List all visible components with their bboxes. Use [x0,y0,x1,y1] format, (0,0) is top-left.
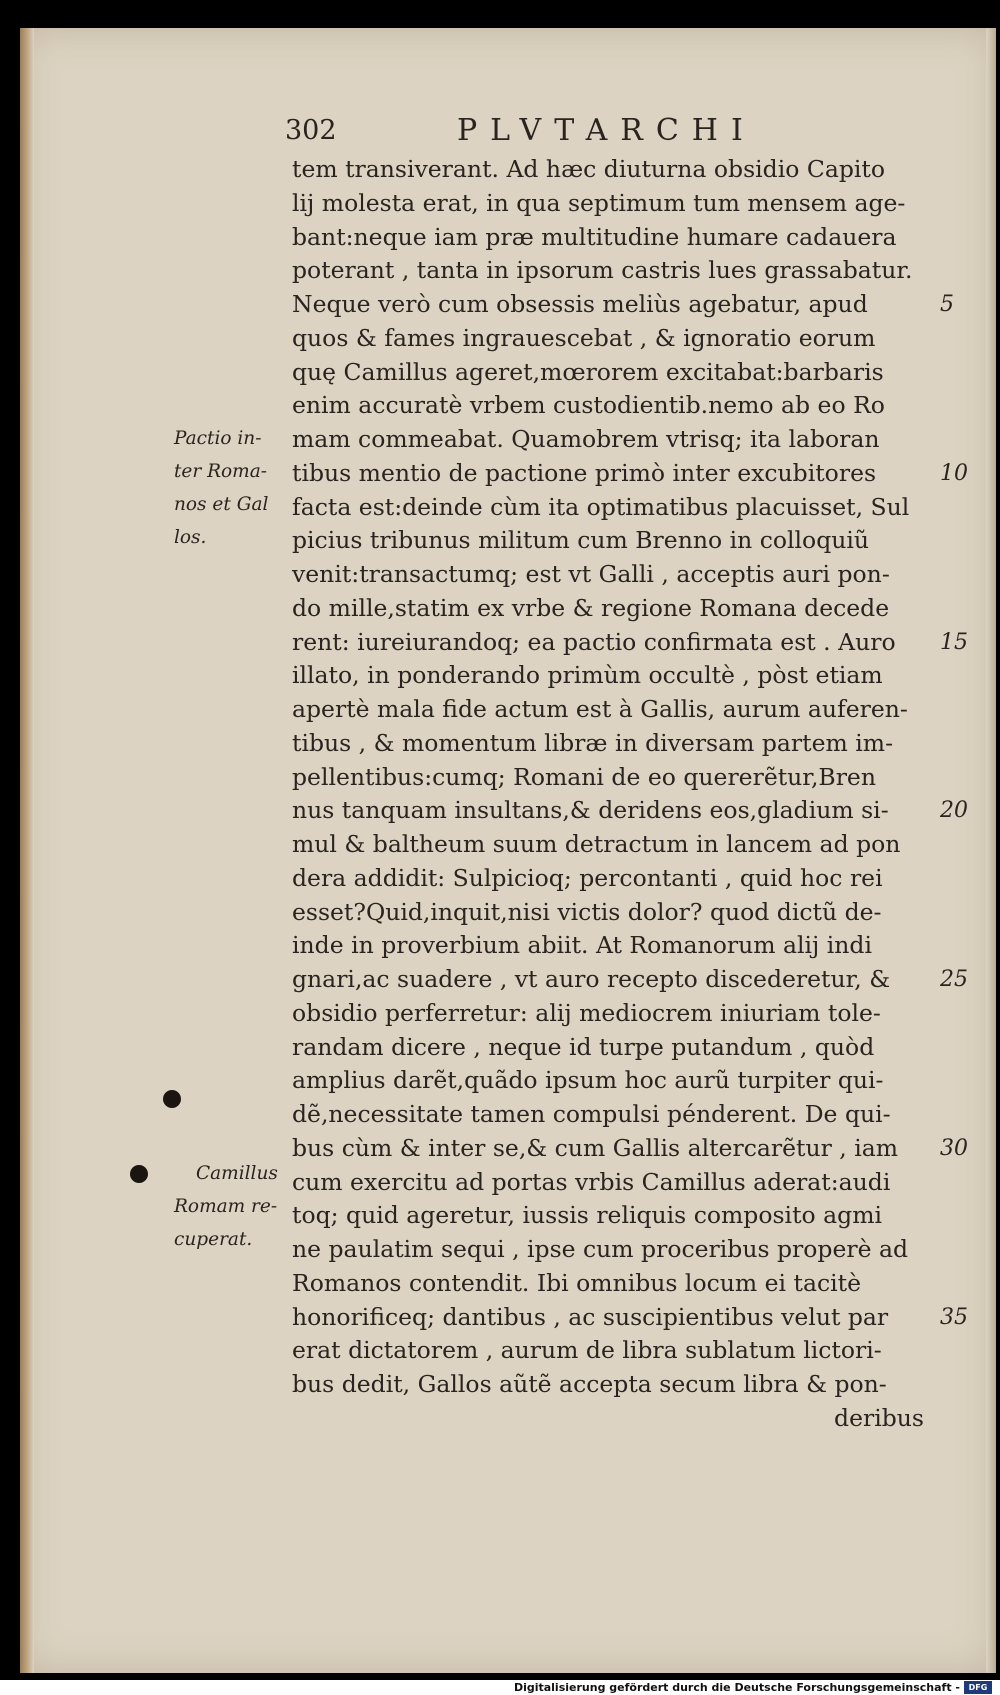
text-line: bus dedit, Gallos aũtẽ accepta secum libra & pon- [292,1370,887,1398]
text-line: obsidio perferretur: alij mediocrem iniuriam tole- [292,998,881,1027]
text-line: tem transiverant. Ad hæc diuturna obsidio Capito [292,155,885,183]
text-line: poterant , tanta in ipsorum castris lues grassabatur. [292,256,913,285]
funding-credit: Digitalisierung gefördert durch die Deutsche Forschungsgemeinschaft - [513,1681,960,1694]
text-line: Romanos contendit. Ibi omnibus locum ei tacitè [292,1268,862,1297]
text-line: honorificeq; dantibus , ac suscipientibus velut par [292,1302,889,1331]
text-line: tibus mentio de pactione primò inter excubitores [292,458,877,487]
line-number: 5 [940,292,954,317]
sidenote-line: cuperat. [174,1229,253,1250]
ink-blot [163,1090,181,1108]
dfg-logo: DFG [964,1681,992,1694]
sidenote-line: Pactio in- [174,428,262,449]
text-line: dẽ,necessitate tamen compulsi pénderent. De qui- [292,1100,891,1128]
line-number: 10 [940,460,968,486]
text-line: inde in proverbium abiit. At Romanorum alij indi [292,931,872,960]
ink-blot [130,1165,148,1183]
text-line: gnari,ac suadere , vt auro recepto discederetur, & [292,965,891,993]
sidenote-pactio [174,422,268,554]
text-line: dera addidit: Sulpicioq; percontanti , quid hoc rei [292,863,883,892]
text-line: esset?Quid,inquit,nisi victis dolor? quod dictũ de- [292,897,882,926]
line-number: 20 [940,798,968,824]
running-title: PLVTARCHI [457,113,756,148]
text-line: mul & baltheum suum detractum in lancem ad pon [292,830,901,858]
line-number: 15 [940,629,968,655]
text-line: facta est:deinde cùm ita optimatibus placuisset, Sul [292,492,910,521]
text-line: nus tanquam insultans,& deridens eos,gladium si- [292,796,889,825]
catchword: deribus [834,1403,924,1432]
text-line: Neque verò cum obsessis meliùs agebatur, apud [292,290,868,318]
text-line: venit:transactumq; est vt Galli , acceptis auri pon- [292,560,890,588]
text-line: bus cùm & inter se,& cum Gallis altercarẽtur , iam [292,1133,899,1162]
text-line: quos & fames ingrauescebat , & ignoratio eorum [292,323,876,352]
text-line: ne paulatim sequi , ipse cum proceribus properè ad [292,1235,909,1263]
line-number: 35 [940,1304,968,1330]
page-edge [986,28,996,1673]
text-line: picius tribunus militum cum Brenno in colloquiũ [292,526,870,555]
text-line: lij molesta erat, in qua septimum tum mensem age- [292,188,906,217]
text-line: illato, in ponderando primùm occultè , pòst etiam [292,661,883,690]
sidenote-line: ter Roma- [174,461,267,482]
text-line: bant:neque iam præ multitudine humare cadauera [292,222,897,251]
page-gutter [20,28,34,1673]
text-line: rent: iureiurandoq; ea pactio confirmata est . Auro [292,627,896,656]
text-line: pellentibus:cumq; Romani de eo quererẽtur,Bren [292,762,876,791]
sidenote-line: los. [174,527,207,548]
text-line: tibus , & momentum libræ in diversam partem im- [292,728,894,757]
sidenote-line: nos et Gal [174,494,269,515]
text-line: randam dicere , neque id turpe putandum , quòd [292,1032,875,1061]
line-number: 25 [940,967,968,992]
body-text [292,153,932,1436]
running-head [285,113,805,153]
text-line: mam commeabat. Quamobrem vtrisq; ita laboran [292,425,880,453]
text-line: erat dictatorem , aurum de libra sublatum lictori- [292,1336,882,1365]
text-line: cum exercitu ad portas vrbis Camillus aderat:audi [292,1167,891,1196]
page-number: 302 [285,115,337,146]
text-line: amplius darẽt,quãdo ipsum hoc aurũ turpiter qui- [292,1066,884,1095]
sidenote-line: Romam re- [174,1196,278,1217]
text-line: do mille,statim ex vrbe & regione Romana decede [292,593,890,622]
text-line: quę Camillus ageret,mœrorem excitabat:barbaris [292,357,884,386]
text-line: toq; quid ageretur, iussis reliquis composito agmi [292,1201,882,1230]
line-number: 30 [940,1135,968,1161]
sidenote-camillus [174,1157,278,1256]
text-line: apertè mala fide actum est à Gallis, aurum auferen- [292,695,908,723]
sidenote-line: Camillus [196,1163,278,1184]
text-line: enim accuratè vrbem custodientib.nemo ab eo Ro [292,391,885,420]
